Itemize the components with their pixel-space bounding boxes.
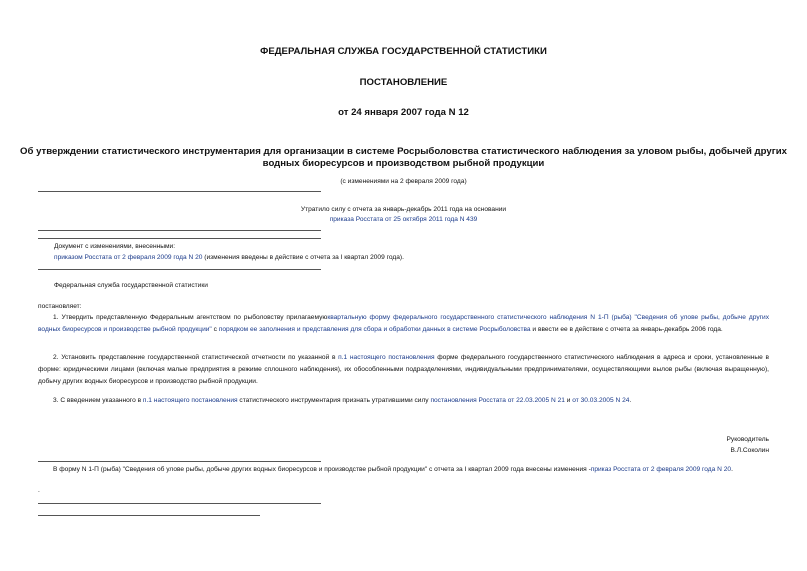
p2-clause-1-link[interactable]: п.1 настоящего постановления	[338, 354, 435, 361]
paragraph-1-text-b: с	[211, 326, 219, 334]
footnote-paragraph	[38, 464, 769, 475]
filling-procedure-link[interactable]: порядком ее заполнения и представления для сбора и обработки данных в системе Росрыболовства	[218, 326, 531, 334]
paragraph-3-text-c: и	[564, 397, 573, 404]
decree-24-link[interactable]: от 30.03.2005 N 24	[572, 397, 630, 404]
paragraph-2-text-a: 2. Установить представление государственной статистической отчетности по указанной в	[53, 354, 339, 361]
signature-role: Руководитель	[726, 436, 769, 443]
lapsed-order-link[interactable]: приказа Росстата от 25 октября 2011 года N 439	[329, 216, 478, 223]
separator-line	[38, 515, 260, 516]
paragraph-2	[38, 352, 769, 389]
changes-effective-note: (изменения введены в действие с отчета за I квартал 2009 года).	[202, 254, 404, 261]
separator-line	[38, 461, 321, 462]
paragraph-3-text-b: статистического инструментария признать утратившими силу	[237, 397, 431, 404]
separator-line	[38, 238, 321, 239]
document-title-line-2: водных биоресурсов и производством рыбной продукции	[262, 158, 545, 169]
document-title-line-1: Об утверждении статистического инструментария для организации в системе Росрыболовства статистического наблюдения за уловом рыбы, добычей других	[20, 146, 787, 157]
amendment-note: (с изменениями на 2 февраля 2009 года)	[340, 178, 467, 185]
footnote-order-link[interactable]: приказ Росстата от 2 февраля 2009 года N 20	[590, 466, 732, 473]
footnote-text-a: В форму N 1-П (рыба) "Сведения об улове рыбы, добыче других водных биоресурсов и производстве рыбной продукции" с отчета за I квартал 2009 года внесены изменения -	[53, 466, 591, 473]
agency-name: ФЕДЕРАЛЬНАЯ СЛУЖБА ГОСУДАРСТВЕННОЙ СТАТИСТИКИ	[260, 46, 547, 57]
changes-label: Документ с изменениями, внесенными:	[54, 243, 176, 250]
paragraph-1-text-c: и ввести ее в действие с отчета за январь-декабрь 2006 года.	[530, 326, 723, 334]
separator-line	[38, 191, 321, 192]
form-1p-link[interactable]: квартальную форму федерального государственного статистического наблюдения N 1-П (рыба) "Сведения об улове рыбы, добыче других водных биоресурсов и производстве рыбной продукции"	[38, 314, 770, 334]
paragraph-1-text-a: 1. Утвердить представленную Федеральным агентством по рыболовству прилагаемую	[53, 314, 328, 321]
separator-line	[38, 503, 321, 504]
footnote-text-b: .	[731, 466, 733, 473]
paragraph-1	[38, 312, 769, 336]
service-name: Федеральная служба государственной статистики	[54, 282, 208, 289]
paragraph-3-text-d: .	[629, 397, 632, 404]
changes-line	[54, 253, 404, 264]
decrees-word: постановляет:	[38, 303, 82, 310]
footnote-dot: .	[38, 487, 40, 494]
signature-name: В.Л.Соколин	[730, 447, 769, 454]
separator-line	[38, 230, 321, 231]
document-date-number: от 24 января 2007 года N 12	[338, 107, 469, 118]
paragraph-2-text-b: форме федерального государственного статистического наблюдения в адреса и сроки, установленные в форме: юридическими лицами (включая малые предприятия в режиме сплошного наблюдения), их обособленными подразделениями, индивидуальными предпринимателями, осуществляющими вылов рыбы (включая выращенную), добычу других водных биоресурсов и производство рыбной продукции.	[38, 354, 769, 386]
paragraph-3-text-a: 3. С введением указанного в	[53, 397, 143, 404]
lapsed-notice: Утратило силу с отчета за январь-декабрь 2011 года на основании	[300, 206, 507, 213]
p3-clause-1-link[interactable]: п.1 настоящего постановления	[142, 397, 238, 404]
changes-order-link[interactable]: приказом Росстата от 2 февраля 2009 года N 20	[54, 254, 203, 261]
paragraph-3	[38, 395, 769, 407]
separator-line	[38, 269, 321, 270]
decree-21-link[interactable]: постановления Росстата от 22.03.2005 N 21	[430, 397, 565, 404]
document-type: ПОСТАНОВЛЕНИЕ	[359, 77, 448, 88]
